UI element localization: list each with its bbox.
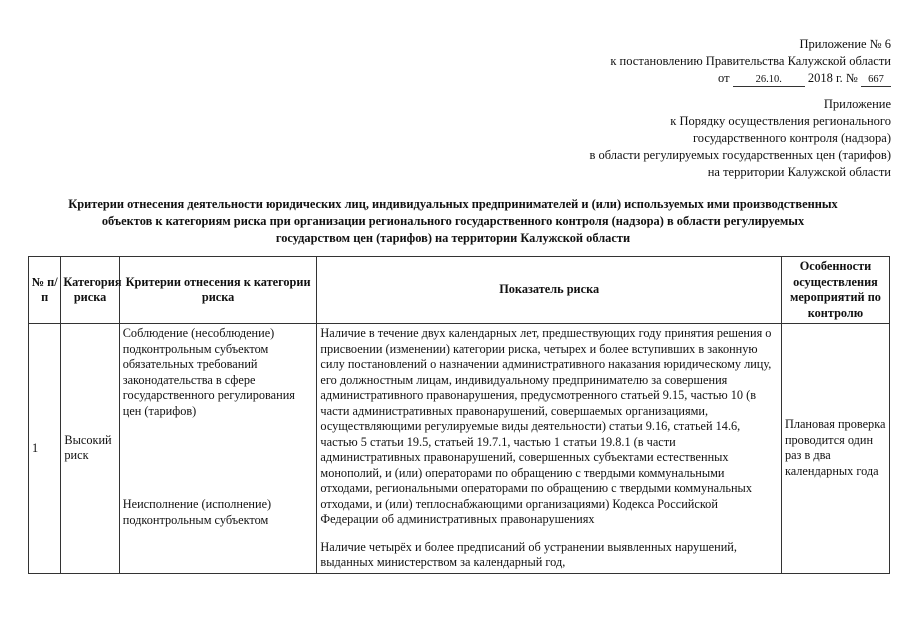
header-criteria: Критерии отнесения к категории риска	[119, 257, 317, 324]
appendix-order-header	[589, 96, 891, 181]
appendix-order-line-3: государственного контроля (надзора)	[692, 131, 891, 145]
year-text: 2018 г. №	[807, 71, 858, 85]
criteria-nonfulfilment: Неисполнение (исполнение) подконтрольным субъектом	[122, 497, 272, 527]
appendix-6-title: Приложение № 6	[799, 37, 891, 51]
appendix-order-line-5: на территории Калужской области	[707, 165, 891, 179]
header-indicator: Показатель риска	[317, 257, 782, 324]
risk-criteria-table	[28, 256, 890, 574]
title-line-3: государством цен (тарифов) на территории Калужской области	[275, 231, 631, 245]
date-prefix: от	[718, 71, 730, 85]
appendix-6-header	[610, 36, 891, 87]
row-category: Высокий риск	[61, 324, 119, 574]
table-header-row	[29, 257, 890, 324]
header-num: № п/п	[29, 257, 61, 324]
document-title	[12, 196, 894, 247]
indicator-orders: Наличие четырёх и более предписаний об устранении выявленных нарушений, выданных министерством за календарный год,	[320, 539, 737, 569]
row-features: Плановая проверка проводится один раз в два календарных года	[781, 324, 889, 574]
appendix-6-resolution: к постановлению Правительства Калужской области	[610, 54, 891, 68]
header-category: Категория риска	[61, 257, 119, 324]
appendix-order-line-4: в области регулируемых государственных цен (тарифов)	[589, 148, 891, 162]
appendix-order-line-2: к Порядку осуществления регионального	[670, 114, 891, 128]
row-indicator	[317, 324, 782, 574]
row-criteria	[119, 324, 317, 574]
date-value: 26.10.	[733, 73, 805, 87]
appendix-order-title: Приложение	[823, 97, 891, 111]
table-row	[29, 324, 890, 574]
title-line-1: Критерии отнесения деятельности юридических лиц, индивидуальных предпринимателей и (или) используемых ими производственных	[68, 197, 838, 211]
resolution-number: 667	[861, 73, 891, 87]
indicator-violations: Наличие в течение двух календарных лет, предшествующих году принятия решения о присвоении (изменении) категории риска, четырех и более вступивших в законную силу постановлений о назначении административного наказания юридическому лицу, его должностным лицам, индивидуальному предпринимателю за совершения административного правонарушения, предусмотренного статьей 9.15, частью 10 (в части административных правонарушений, совершаемых организациями, осуществляющими регулируемые виды деятельности) статьи 9.16, статьей 14.6, частью 5 статьи 19.5, статьей 19.7.1, частью 1 статьи 19.8.1 (в части административных правонарушений, совершенных субъектами естественных монополий, и (или) операторами по обращению с твердыми коммунальными отходами, региональными операторами по обращению с твердыми коммунальных отходами, и (или) теплоснабжающими организациями) Кодекса Российской Федерации об административных правонарушениях	[320, 326, 772, 526]
title-line-2: объектов к категориям риска при организации регионального государственного контроля (надзора) в области регулируемых	[101, 214, 805, 228]
appendix-6-date-line	[610, 70, 891, 87]
criteria-compliance: Соблюдение (несоблюдение) подконтрольным субъектом обязательных требований законодательства в сфере государственного регулирования цен (тарифов)	[122, 326, 295, 418]
row-num: 1	[29, 324, 61, 574]
header-features: Особенности осуществления мероприятий по контролю	[781, 257, 889, 324]
